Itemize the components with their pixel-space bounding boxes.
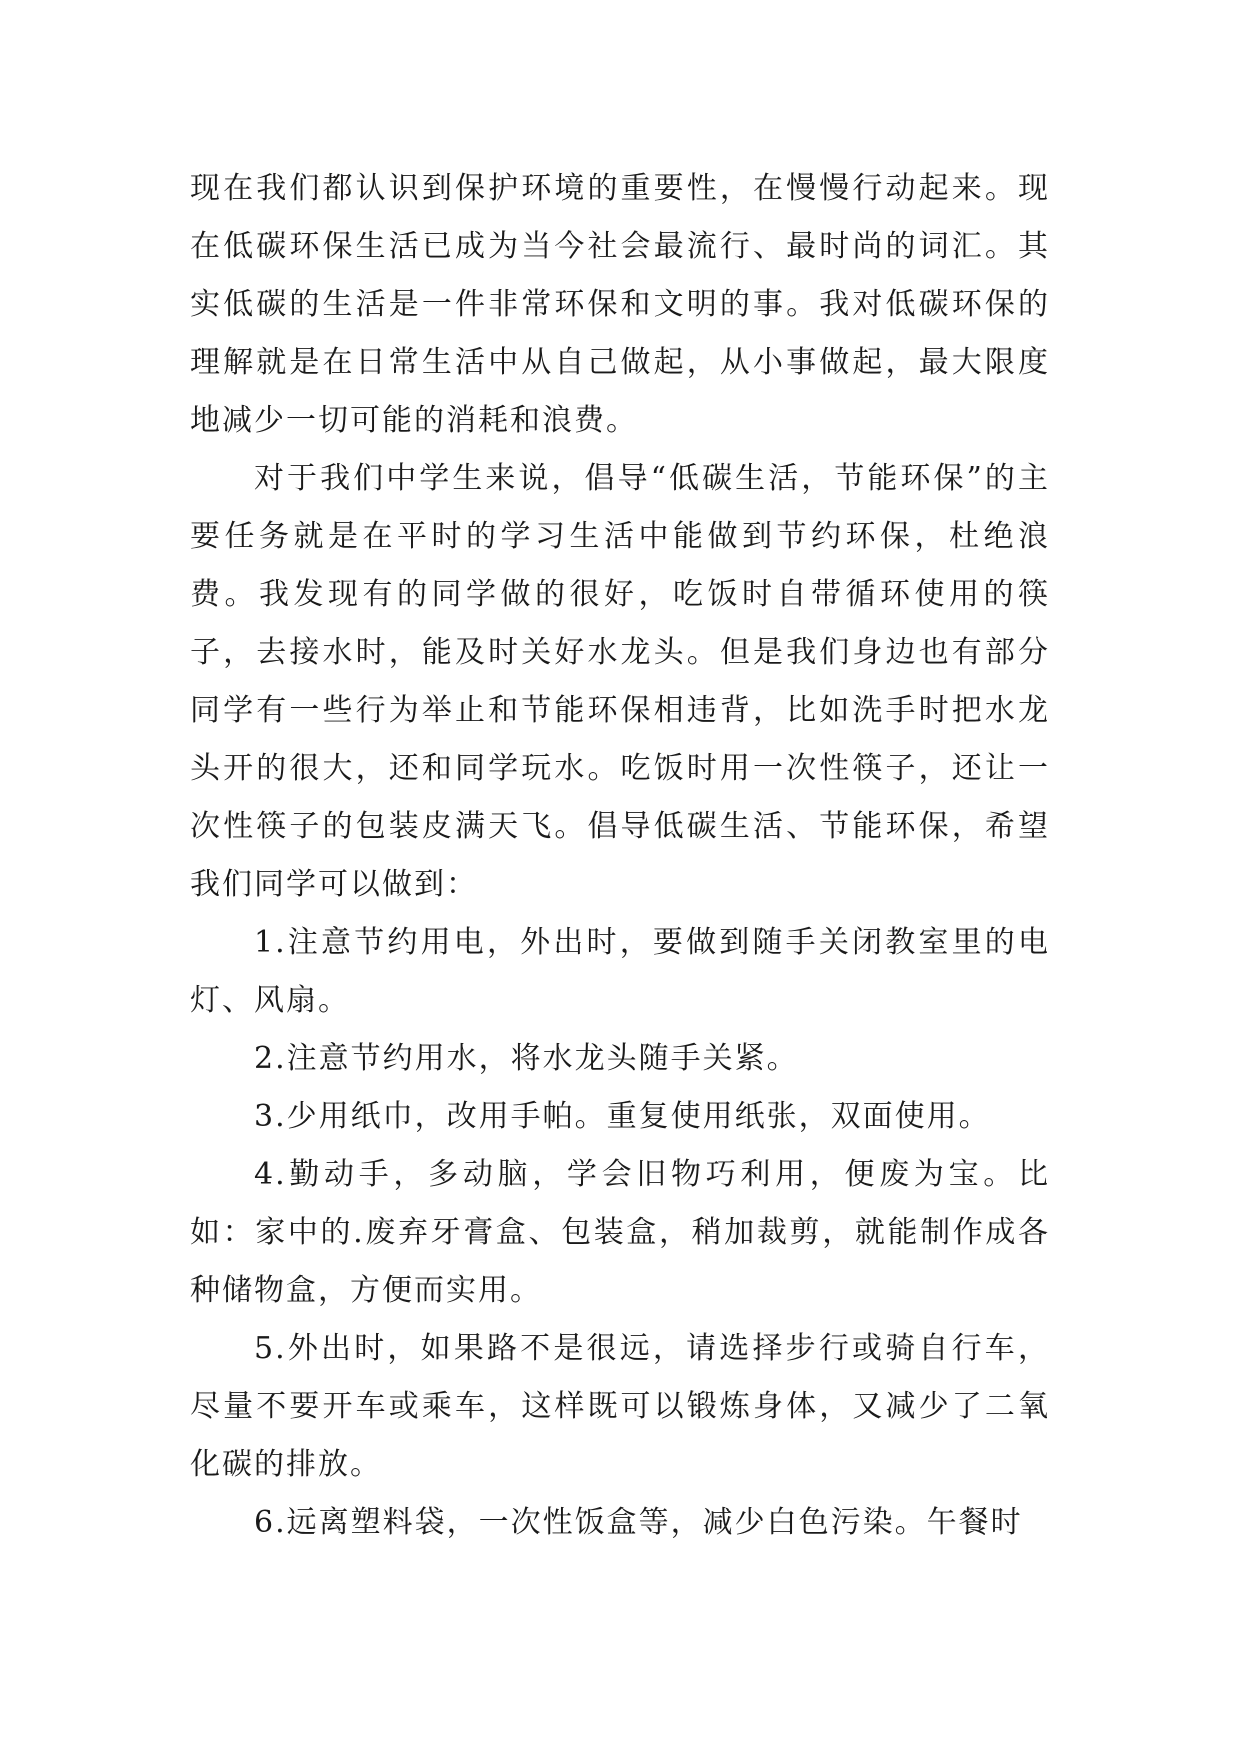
paragraph-students: 对于我们中学生来说，倡导“低碳生活，节能环保”的主要任务就是在平时的学习生活中能做到节约环保，杜绝浪费。我发现有的同学做的很好，吃饭时自带循环使用的筷子，去接水时，能及时关好水龙头。但是我们身边也有部分同学有一些行为举止和节能环保相违背，比如洗手时把水龙头开的很大，还和同学玩水。吃饭时用一次性筷子，还让一次性筷子的包装皮满天飞。倡导低碳生活、节能环保，希望我们同学可以做到： — [190, 461, 1050, 902]
paragraph-intro: 现在我们都认识到保护环境的重要性，在慢慢行动起来。现在低碳环保生活已成为当今社会最流行、最时尚的词汇。其实低碳的生活是一件非常环保和文明的事。我对低碳环保的理解就是在日常生活中从自己做起，从小事做起，最大限度地减少一切可能的消耗和浪费。 — [190, 171, 1050, 438]
list-item-1: 1.注意节约用电，外出时，要做到随手关闭教室里的电灯、风扇。 — [190, 925, 1050, 1018]
list-item-4: 4.勤动手，多动脑，学会旧物巧利用，便废为宝。比如：家中的.废弃牙膏盒、包装盒，稍加裁剪，就能制作成各种储物盒，方便而实用。 — [190, 1157, 1050, 1308]
list-item-5: 5.外出时，如果路不是很远，请选择步行或骑自行车，尽量不要开车或乘车，这样既可以锻炼身体，又减少了二氧化碳的排放。 — [190, 1331, 1050, 1482]
list-item-3: 3.少用纸巾，改用手帕。重复使用纸张，双面使用。 — [254, 1099, 991, 1134]
list-item-6: 6.远离塑料袋，一次性饭盒等，减少白色污染。午餐时 — [254, 1505, 1023, 1540]
list-item-2: 2.注意节约用水，将水龙头随手关紧。 — [254, 1041, 799, 1076]
document-body — [190, 160, 1050, 1552]
